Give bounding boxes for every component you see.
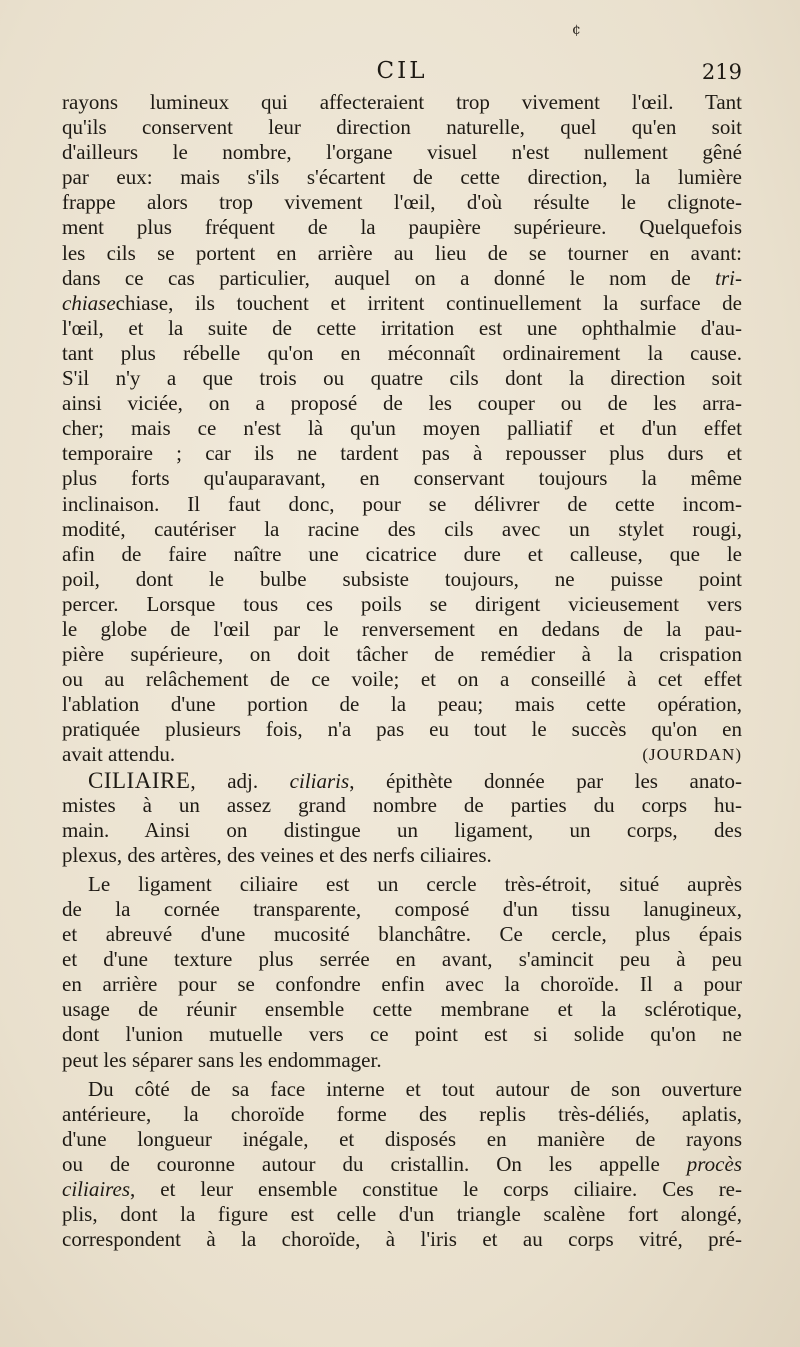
text-line: de la cornée transparente, composé d'un tissu lanugineux, xyxy=(62,897,742,921)
text-line: en arrière pour se confondre enfin avec la choroïde. Il a pour xyxy=(62,972,742,997)
text-line: main. Ainsi on distingue un ligament, un corps, des xyxy=(62,817,742,842)
text-line: ainsi viciée, on a proposé de les couper ou de les arra- xyxy=(62,391,742,416)
text-line: peut les séparer sans les endommager. xyxy=(62,1047,382,1072)
text-line: pière supérieure, on doit tâcher de remédier à la crispation xyxy=(62,642,742,667)
text-line: cher; mais ce n'est là qu'un moyen palliatif et d'un effet xyxy=(62,416,742,441)
text-line: temporaire ; car ils ne tardent pas à repousser plus durs et xyxy=(62,441,742,466)
text-line: mistes à un assez grand nombre de parties du corps hu- xyxy=(62,792,742,817)
italic-term: chiase xyxy=(62,290,116,315)
text-line: poil, dont le bulbe subsiste toujours, ne puisse point xyxy=(62,566,742,591)
entry-heading-line xyxy=(62,768,742,793)
corner-mark: ¢ xyxy=(572,22,581,38)
text-line xyxy=(62,1152,742,1177)
text-line: l'ablation d'une portion de la peau; mais cette opération, xyxy=(62,692,742,717)
text-line: ment plus fréquent de la paupière supérieure. Quelquefois xyxy=(62,215,742,240)
text-line: par eux: mais s'ils s'écartent de cette direction, la lumière xyxy=(62,165,742,190)
text-line: usage de réunir ensemble cette membrane et la sclérotique, xyxy=(62,997,742,1022)
text-line: plis, dont la figure est celle d'un triangle scalène fort alongé, xyxy=(62,1202,742,1227)
text-line: plus forts qu'auparavant, en conservant toujours la même xyxy=(62,466,742,491)
text-line: afin de faire naître une cicatrice dure et calleuse, que le xyxy=(62,541,742,566)
author-signature: (JOURDAN) xyxy=(642,745,742,765)
text-line: dont l'union mutuelle vers ce point est si solide qu'on ne xyxy=(62,1022,742,1047)
text-line: tant plus rébelle qu'on en méconnaît ordinairement la cause. xyxy=(62,340,742,365)
text-line: antérieure, la choroïde forme des replis très-déliés, aplatis, xyxy=(62,1101,742,1126)
text-line: d'une longueur inégale, et disposés en manière de rayons xyxy=(62,1126,742,1151)
text-fragment: , épithète donnée par les anato- xyxy=(349,768,743,793)
text-line: et d'une texture plus serrée en avant, s'amincit peu à peu xyxy=(62,947,742,972)
italic-term: procès xyxy=(686,1151,742,1176)
text-line: les cils se portent en arrière au lieu de se tourner en avant: xyxy=(62,240,742,265)
text-line: l'œil, et la suite de cette irritation est une ophthalmie d'au- xyxy=(62,315,742,340)
text-line xyxy=(62,266,742,291)
text-line xyxy=(62,291,742,316)
text-line: percer. Lorsque tous ces poils se dirigent vicieusement vers xyxy=(62,591,742,616)
text-line: le globe de l'œil par le renversement en dedans de la pau- xyxy=(62,616,742,641)
text-fragment: avait attendu. xyxy=(62,742,176,767)
text-line: plexus, des artères, des veines et des nerfs ciliaires. xyxy=(62,842,492,867)
text-fragment: dans ce cas particulier, auquel on a donné le nom de xyxy=(62,265,716,290)
text-line: d'ailleurs le nombre, l'organe visuel n'est nullement gêné xyxy=(62,140,742,165)
text-line: S'il n'y a que trois ou quatre cils dont la direction soit xyxy=(62,366,742,391)
text-line: ou au relâchement de ce voile; et on a conseillé à cet effet xyxy=(62,667,742,692)
text-fragment: , et leur ensemble constitue le corps ciliaire. Ces re- xyxy=(130,1177,742,1202)
text-line xyxy=(62,1177,742,1202)
page-number: 219 xyxy=(701,60,742,84)
text-line: Du côté de sa face interne et tout autour de son ouverture xyxy=(88,1076,742,1101)
italic-term: ciliaires xyxy=(62,1177,131,1202)
text-line: pratiquée plusieurs fois, n'a pas eu tout le succès qu'on en xyxy=(62,717,742,742)
text-line: inclinaison. Il faut donc, pour se délivrer de cette incom- xyxy=(62,491,742,516)
text-fragment: chiase, ils touchent et irritent continuellement la surface de xyxy=(115,290,742,315)
page-header xyxy=(62,58,742,92)
headword: CILIAIRE xyxy=(88,767,191,793)
text-line: et abreuvé d'une mucosité blanchâtre. Ce cercle, plus épais xyxy=(62,922,742,947)
text-line xyxy=(62,742,742,767)
text-line: qu'ils conservent leur direction naturelle, quel qu'en soit xyxy=(62,115,742,140)
text-line: Le ligament ciliaire est un cercle très-étroit, situé auprès xyxy=(88,871,742,896)
text-fragment: ou de couronne autour du cristallin. On les appelle xyxy=(62,1151,687,1176)
text-line: correspondent à la choroïde, à l'iris et au corps vitré, pré- xyxy=(62,1227,742,1252)
text-line: modité, cautériser la racine des cils avec un stylet rougi, xyxy=(62,516,742,541)
text-fragment: , adj. xyxy=(190,768,290,793)
running-head: CIL xyxy=(376,58,428,84)
body-text xyxy=(62,90,742,1252)
italic-term: ciliaris xyxy=(289,768,350,793)
text-line: rayons lumineux qui affecteraient trop vivement l'œil. Tant xyxy=(62,90,742,114)
text-line: frappe alors trop vivement l'œil, d'où résulte le clignote- xyxy=(62,190,742,215)
italic-term: tri- xyxy=(715,265,742,290)
